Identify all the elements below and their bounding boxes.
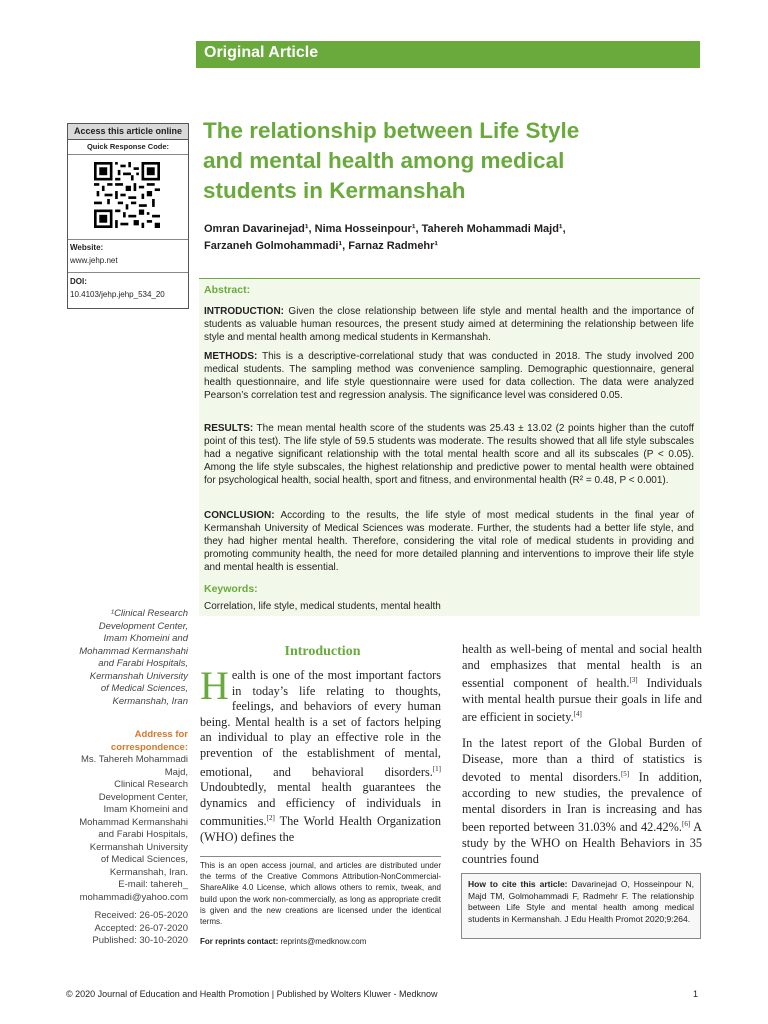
- received-date: Received: 26-05-2020: [94, 910, 188, 921]
- address-line: Majd,: [164, 766, 188, 778]
- body-text: ealth is one of the most important factors in today’s life relating to thoughts, feelings, and behaviors of every human being. Mental health is a set of factors helping an individual to play an effective role in the prevention of the establishment of mental, emotional, and behavioral disorders.: [200, 668, 441, 779]
- address-line: and Farabi Hospitals,: [98, 829, 188, 840]
- paragraph: [462, 736, 702, 867]
- section-label: RESULTS:: [204, 423, 254, 434]
- abstract-heading: Abstract:: [204, 284, 251, 296]
- section-label: METHODS:: [204, 351, 258, 362]
- page-number: 1: [693, 989, 699, 999]
- introduction-column-2: [462, 642, 702, 877]
- abstract-conclusion: [204, 509, 694, 574]
- keywords-heading: Keywords:: [204, 583, 258, 595]
- title-line: and mental health among medical: [203, 148, 565, 173]
- affiliation-line: Development Center,: [98, 620, 188, 632]
- published-date: Published: 30-10-2020: [92, 935, 188, 946]
- website-label: Website:: [70, 243, 104, 252]
- reference-link[interactable]: [3]: [629, 676, 638, 685]
- reference-link[interactable]: [4]: [573, 710, 582, 719]
- publication-dates: [66, 910, 188, 948]
- license-notice: This is an open access journal, and articles are distributed under the terms of the Creative Commons Attribution-NonCommercial-ShareAlike 4.0 License, which allows others to remix, tweak, and build upon the work non-commercially, as long as appropriate credit is given and the new creations are licensed under the identical terms.: [200, 856, 441, 927]
- qr-label: Quick Response Code:: [68, 140, 188, 155]
- citation-text: Davarinejad O, Hosseinpour N, Majd TM, Golmohammadi F, Radmehr F. The relationship between Life Style and mental health among medical students in Kermanshah. J Edu Health Promot 2020;9:264.: [468, 879, 694, 924]
- address-line: Kermanshah University: [89, 841, 188, 853]
- body-text: The World Health Organization (WHO) defines the: [200, 814, 441, 845]
- keywords-list: Correlation, life style, medical students, mental health: [204, 601, 441, 612]
- author-line: Omran Davarinejad¹, Nima Hosseinpour¹, Tahereh Mohammadi Majd¹,: [204, 223, 566, 235]
- address-line: Clinical Research: [114, 779, 188, 790]
- body-text: A study by the WHO on Health Behaviors in 35 countries found: [462, 820, 702, 866]
- address-heading: [66, 729, 188, 754]
- reference-link[interactable]: [2]: [266, 814, 275, 823]
- correspondence-address: [66, 754, 188, 904]
- affiliation-note: [66, 608, 188, 708]
- section-label: CONCLUSION:: [204, 510, 275, 521]
- address-line: Mohammad Kermanshahi: [79, 816, 188, 828]
- title-line: The relationship between Life Style: [203, 118, 580, 143]
- body-text: health as well-being of mental and social health and emphasizes that mental health is an essential component of health.: [462, 642, 702, 691]
- section-text: Given the close relationship between life style and mental health and the importance of students as valuable human resources, the present study aimed at determining the relationship between life style and mental health among medical students in Kermanshah.: [204, 306, 694, 343]
- reprint-contact: [200, 937, 366, 946]
- access-box: [67, 123, 189, 309]
- address-line: of Medical Sciences,: [100, 854, 188, 865]
- email-line[interactable]: mohammadi@yahoo.com: [79, 891, 188, 903]
- paragraph: [462, 642, 702, 726]
- address-heading-line: correspondence:: [110, 741, 188, 753]
- reference-link[interactable]: [1]: [432, 764, 441, 773]
- affiliation-line: ¹Clinical Research: [110, 608, 188, 619]
- doi-link[interactable]: 10.4103/jehp.jehp_534_20: [70, 290, 165, 299]
- affiliation-line: Imam Khomeini and: [103, 633, 188, 644]
- author-list: [204, 221, 684, 255]
- introduction-heading: Introduction: [284, 644, 361, 659]
- doi-label: DOI:: [70, 277, 87, 286]
- section-text: This is a descriptive-correlational study that was conducted in 2018. The study involved 200 medical students. The sampling method was convenience sampling. Demographic questionnaire, general health questionnaire, and life style questionnaire were used for data collection. The data were analyzed Pearson’s correlation test and regression analysis. The significance level was considered 0.05.: [204, 351, 694, 401]
- reference-link[interactable]: [5]: [620, 770, 630, 779]
- access-header: Access this article online: [68, 124, 188, 140]
- abstract-box: [199, 278, 700, 616]
- divider: [68, 239, 188, 240]
- article-type-banner: [196, 41, 700, 68]
- author-line: Farzaneh Golmohammadi¹, Farnaz Radmehr¹: [204, 240, 439, 252]
- divider: [68, 272, 188, 273]
- qr-code-icon[interactable]: [94, 162, 160, 228]
- section-label: INTRODUCTION:: [204, 306, 284, 317]
- section-text: According to the results, the life style of most medical students in the final year of Kermanshah University of Medical Sciences was moderate. Further, the students had a better life style, and they had higher mental health. Therefore, considering the vital role of medical students in providing and promoting community health, the need for more detailed planning and interventions to improve their life style and mental health is essential.: [204, 510, 694, 573]
- title-line: students in Kermanshah: [203, 178, 466, 203]
- reprint-label: For reprints contact:: [200, 937, 279, 946]
- address-heading-line: Address for: [134, 729, 188, 740]
- reprint-email[interactable]: reprints@medknow.com: [278, 937, 367, 946]
- abstract-methods: [204, 350, 694, 402]
- affiliation-line: Kermanshah University: [89, 670, 188, 682]
- affiliation-line: Mohammad Kermanshahi: [79, 645, 188, 657]
- drop-cap: H: [200, 663, 229, 708]
- body-text: Individuals with mental health pursue their goals in life and are efficient in society.: [462, 676, 702, 725]
- abstract-results: [204, 422, 694, 487]
- affiliation-line: and Farabi Hospitals,: [98, 658, 188, 669]
- address-line: Imam Khomeini and: [103, 804, 188, 815]
- section-text: The mean mental health score of the students was 25.43 ± 13.02 (2 points higher than the cutoff point of this test). The life style of 59.5 students was moderate. The results showed that all life style subscales had a negative significant relationship with the total mental health score and all its subscales (P < 0.05). Among the life style subscales, the highest relationship and predictive power to mental health were obtained for psychological health, social health, sport and fitness, and environmental health (R² = 0.48, P < 0.001).: [204, 423, 694, 486]
- page-footer: © 2020 Journal of Education and Health Promotion | Published by Wolters Kluwer - Medknow: [66, 989, 438, 999]
- article-type-label: Original Article: [204, 44, 319, 61]
- address-line: Ms. Tahereh Mohammadi: [80, 754, 188, 765]
- citation-box: [461, 873, 701, 939]
- citation-label: How to cite this article:: [468, 879, 568, 889]
- website-link[interactable]: www.jehp.net: [70, 256, 118, 265]
- accepted-date: Accepted: 26-07-2020: [94, 922, 188, 934]
- body-text: In the latest report of the Global Burden of Disease, more than a third of statistics is devoted to mental disorders.: [462, 736, 702, 785]
- article-title: [203, 116, 683, 206]
- introduction-column-1: [200, 663, 441, 846]
- affiliation-line: Kermanshah, Iran: [112, 695, 188, 707]
- affiliation-line: of Medical Sciences,: [100, 683, 188, 694]
- reference-link[interactable]: [6]: [681, 820, 691, 829]
- email-line[interactable]: E-mail: tahereh_: [118, 879, 188, 890]
- body-text: Undoubtedly, mental health guarantees the dynamics and efficiency of individuals in communities.: [200, 780, 441, 829]
- address-line: Development Center,: [98, 791, 188, 803]
- abstract-introduction: [204, 305, 694, 344]
- address-line: Kermanshah, Iran.: [109, 866, 188, 878]
- body-text: In addition, according to new studies, the prevalence of mental disorders in Iran is increasing and has been reported between 31.03% and 42.42%.: [462, 770, 702, 835]
